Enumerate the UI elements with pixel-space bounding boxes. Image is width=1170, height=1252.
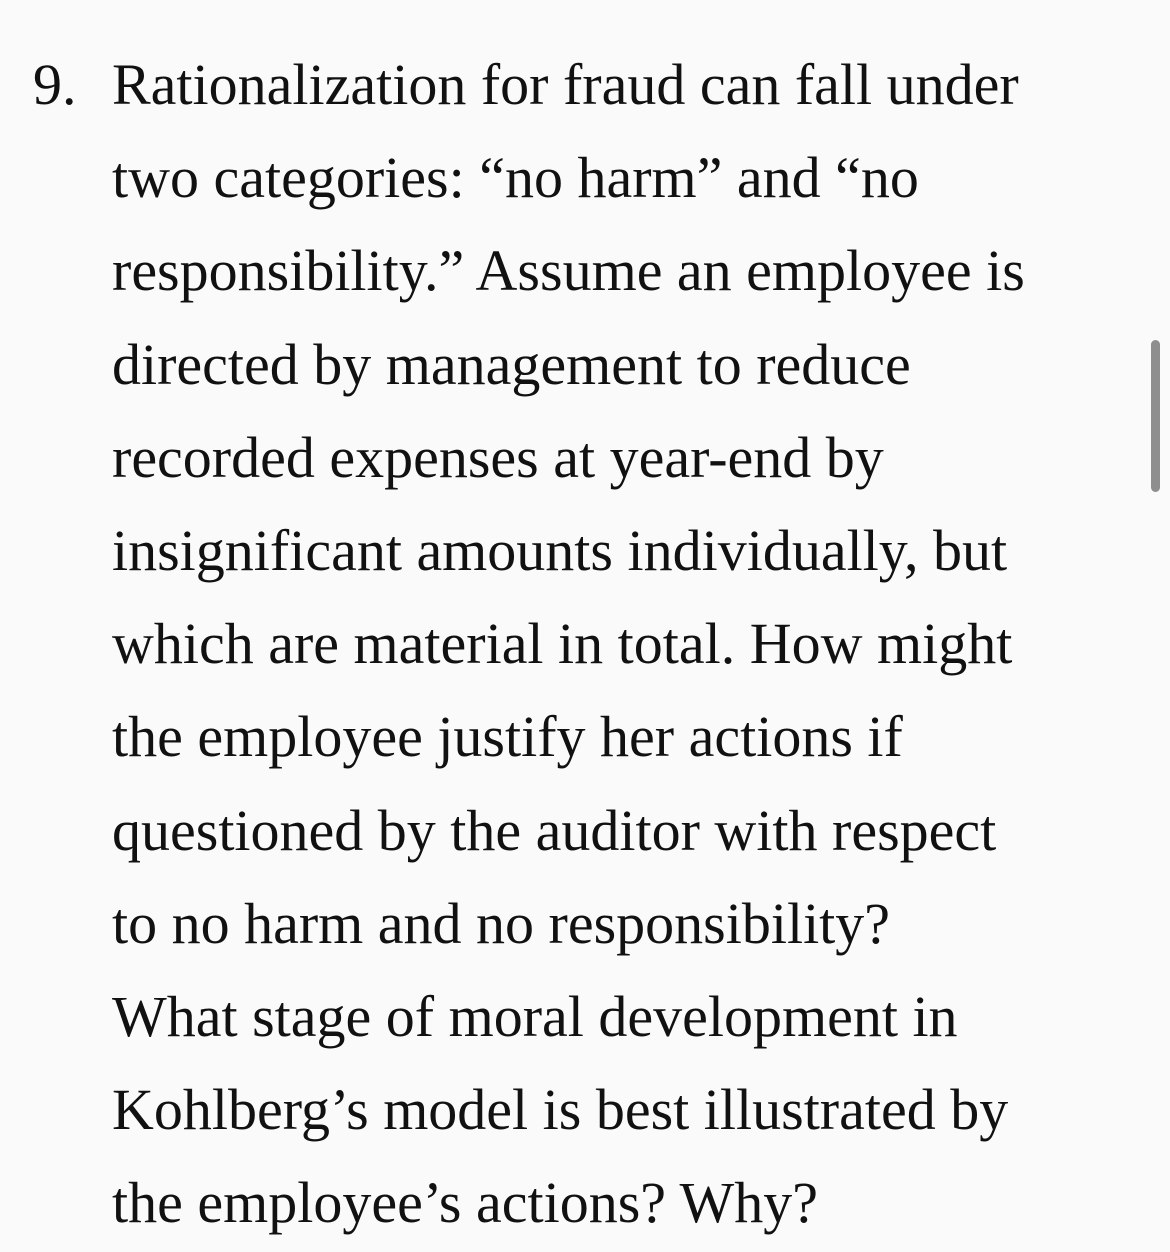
question-line: the employee’s actions? Why? xyxy=(112,1170,818,1236)
question-number: 9. xyxy=(33,52,77,117)
question-text xyxy=(112,38,1152,1250)
vertical-scrollbar-thumb[interactable] xyxy=(1151,340,1160,492)
question-line: questioned by the auditor with respect xyxy=(112,797,997,863)
question-line: What stage of moral development in xyxy=(112,984,958,1050)
question-line: recorded expenses at year-end by xyxy=(112,424,884,490)
question-line: two categories: “no harm” and “no xyxy=(112,145,919,211)
question-line: which are material in total. How might xyxy=(112,611,1013,677)
question-line: to no harm and no responsibility? xyxy=(112,890,891,956)
question-line: Rationalization for fraud can fall under xyxy=(112,52,1019,117)
question-line: the employee justify her actions if xyxy=(112,704,903,770)
question-line: responsibility.” Assume an employee is xyxy=(112,238,1025,304)
question-line: directed by management to reduce xyxy=(112,331,911,397)
question-line: Kohlberg’s model is best illustrated by xyxy=(112,1077,1009,1143)
question-line: insignificant amounts individually, but xyxy=(112,518,1008,584)
